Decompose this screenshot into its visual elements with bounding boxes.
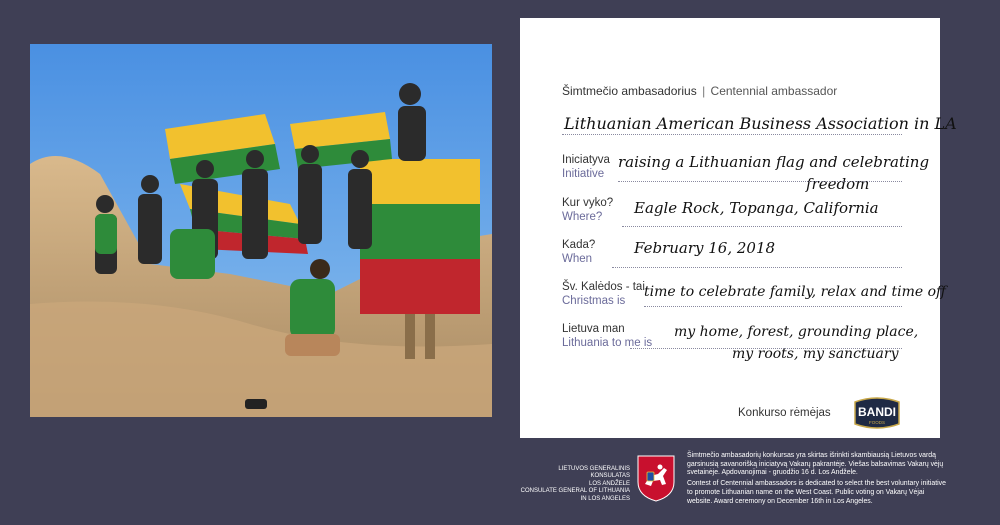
field-value: February 16, 2018 [634,239,776,257]
organization-name: Lithuanian American Business Association in LA [564,114,957,133]
field-label-lt: Kada? [562,239,596,251]
field-value: raising a Lithuanian flag and celebrating [618,153,930,171]
bandi-logo-text: BANDI [858,405,896,419]
dotted-divider [562,134,902,135]
contest-description-en: Contest of Centennial ambassadors is dedicated to select the best voluntary initiative to promote Lithuanian name on the West Coast. Public voting on Vakarų Vėjai website. Award ceremony on December 16th in Los Angeles. [687,480,946,505]
sponsor-label: Konkurso rėmėjas [738,407,831,419]
field-label-lt: Šv. Kalėdos - tai [562,281,645,293]
contest-description [687,452,949,506]
field-where [562,196,902,224]
field-label-lt: Iniciatyva [562,154,610,166]
header-english: Centennial ambassador [710,84,838,98]
consulate-line: IN LOS ANGELES [580,495,630,502]
consulate-line: LOS ANDŽELE [588,480,630,487]
group-photo [30,44,492,417]
dotted-divider [622,226,902,227]
header-lithuanian: Šimtmečio ambasadorius [562,84,697,98]
field-label-lt: Lietuva man [562,323,625,335]
lithuania-coat-of-arms-icon [636,454,676,502]
field-initiative [562,153,930,193]
field-label-en: When [562,253,593,265]
field-label-lt: Kur vyko? [562,197,614,209]
card-header [562,84,837,98]
field-value: time to celebrate family, relax and time off [644,284,946,300]
dotted-divider [612,267,902,268]
contest-description-lt: Šimtmečio ambasadorių konkursas yra skirtas išrinkti skambiausią Lietuvos vardą garsinusią savanorišką iniciatyvą Vakarų pakrantėje. Viešas balsavimas Vakarų vėjų svetainėje. Apdovanojimai - gruodžio 16 d. Los Andžele. [687,452,944,477]
field-value-continued: freedom [806,175,870,193]
dotted-divider [644,306,902,307]
ambassador-card [520,18,957,438]
field-label-en: Lithuania to me is [562,337,653,349]
field-label-en: Initiative [562,168,605,180]
field-value: Eagle Rock, Topanga, California [634,199,879,217]
consulate-line: CONSULATE GENERAL OF LITHUANIA [520,488,630,495]
consulate-line: LIETUVOS GENERALINIS KONSULATAS [558,466,630,480]
group-photo-illustration [30,44,492,417]
field-value-continued: my roots, my sanctuary [732,346,899,362]
bandi-foods-logo [851,394,903,432]
field-label-en: Christmas is [562,295,626,307]
dotted-divider [618,181,902,182]
field-value: my home, forest, grounding place, [674,324,919,340]
field-when [562,238,902,266]
header-separator: | [702,84,706,98]
field-christmas [562,280,946,308]
consulate-name [520,466,630,503]
dotted-divider [630,348,902,349]
field-lithuania [562,322,919,362]
field-label-en: Where? [562,211,603,223]
bandi-logo-subtext: FOODS [868,420,886,425]
